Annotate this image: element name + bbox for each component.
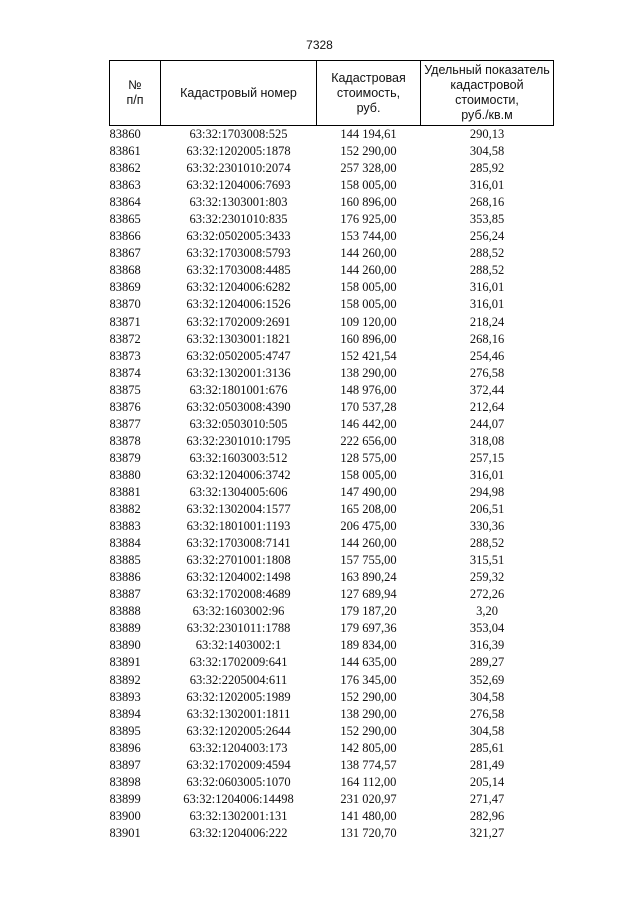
cadastral-number: 63:32:0503010:505 — [189, 416, 288, 431]
row-number: 83886 — [109, 570, 141, 585]
row-number: 83893 — [109, 689, 141, 704]
table-row — [110, 279, 554, 296]
table-row — [110, 450, 554, 467]
cadastral-value: 147 490,00 — [340, 485, 397, 499]
cadastral-value: 176 345,00 — [340, 672, 397, 687]
row-number: 83864 — [109, 195, 141, 210]
cadastral-number: 63:32:1204006:1526 — [186, 297, 291, 312]
row-number: 83872 — [109, 331, 141, 346]
specific-value: 256,24 — [469, 229, 505, 244]
row-number: 83885 — [109, 553, 141, 568]
cadastral-number: 63:32:1202005:1989 — [186, 689, 291, 704]
cadastral-value: 160 896,00 — [340, 195, 397, 210]
row-number: 83878 — [109, 433, 141, 448]
specific-value: 281,49 — [469, 757, 505, 772]
table-row — [110, 808, 554, 825]
cadastral-value: 144 194,61 — [340, 127, 397, 142]
specific-value: 288,52 — [469, 246, 505, 261]
specific-value: 330,36 — [469, 519, 505, 534]
row-number: 83863 — [109, 178, 141, 193]
cadastral-value: 257 328,00 — [340, 161, 397, 176]
row-number: 83900 — [109, 808, 141, 823]
row-number: 83860 — [109, 127, 141, 142]
header-line: стоимость, — [336, 85, 401, 100]
cadastral-number: 63:32:1204003:173 — [189, 740, 288, 755]
row-number: 83861 — [109, 144, 141, 159]
cadastral-number: 63:32:1703008:5793 — [186, 246, 291, 261]
cadastral-value: 127 689,94 — [340, 587, 397, 602]
table-row — [110, 518, 554, 535]
cadastral-value: 231 020,97 — [340, 791, 397, 806]
cadastral-number: 63:32:1302001:131 — [189, 808, 288, 823]
specific-value: 316,01 — [469, 297, 505, 312]
header-line: стоимости, — [455, 93, 519, 107]
header-specific-value — [421, 61, 554, 126]
specific-value: 205,14 — [469, 774, 505, 789]
cadastral-value: 179 187,20 — [340, 604, 397, 619]
specific-value: 353,04 — [469, 621, 505, 636]
table-row — [110, 723, 554, 740]
cadastral-number: 63:32:1304005:606 — [189, 485, 288, 499]
specific-value: 254,46 — [469, 348, 505, 363]
table-row — [110, 262, 554, 279]
table-row — [110, 603, 554, 620]
cadastral-number: 63:32:1202005:2644 — [186, 723, 291, 738]
header-num — [110, 61, 161, 126]
cadastral-number: 63:32:1403002:1 — [195, 638, 282, 653]
row-number: 83867 — [109, 246, 141, 261]
table-row — [110, 348, 554, 365]
row-number: 83866 — [109, 229, 141, 244]
cadastral-number: 63:32:1603002:96 — [192, 604, 285, 619]
row-number: 83896 — [109, 740, 141, 755]
cadastral-number: 63:32:1303001:1821 — [186, 331, 291, 346]
row-number: 83877 — [109, 416, 141, 431]
cadastral-value: 128 575,00 — [340, 450, 397, 465]
cadastral-value: 141 480,00 — [340, 808, 397, 823]
cadastral-number: 63:32:1603003:512 — [189, 450, 288, 465]
specific-value: 259,32 — [469, 570, 505, 585]
table-row — [110, 825, 554, 842]
table-row — [110, 126, 554, 144]
cadastral-value: 152 421,54 — [340, 348, 397, 363]
cadastral-value: 179 697,36 — [340, 621, 397, 636]
cadastral-value: 152 290,00 — [340, 723, 397, 738]
table-row — [110, 365, 554, 382]
table-row — [110, 552, 554, 569]
specific-value: 315,51 — [469, 553, 505, 568]
cadastral-value: 165 208,00 — [340, 502, 397, 517]
cadastral-number: 63:32:2701001:1808 — [186, 553, 291, 568]
cadastral-value: 109 120,00 — [340, 314, 397, 329]
cadastral-number: 63:32:2301010:1795 — [186, 433, 291, 448]
table-row — [110, 228, 554, 245]
specific-value: 316,01 — [469, 467, 505, 482]
cadastral-number: 63:32:2301010:2074 — [186, 161, 291, 176]
specific-value: 285,92 — [469, 161, 505, 176]
specific-value: 244,07 — [469, 416, 505, 431]
header-cadastral-number — [161, 61, 317, 126]
cadastral-value: 158 005,00 — [340, 178, 397, 193]
header-row — [110, 61, 554, 126]
specific-value: 289,27 — [469, 655, 505, 670]
specific-value: 352,69 — [469, 672, 505, 687]
specific-value: 316,39 — [469, 638, 505, 653]
row-number: 83898 — [109, 774, 141, 789]
cadastral-value: 164 112,00 — [340, 774, 397, 789]
cadastral-value: 131 720,70 — [340, 825, 397, 840]
table-row — [110, 194, 554, 211]
row-number: 83880 — [109, 467, 141, 482]
cadastral-number: 63:32:2301011:1788 — [186, 621, 291, 636]
specific-value: 272,26 — [469, 587, 505, 602]
cadastral-value: 160 896,00 — [340, 331, 397, 346]
table-row — [110, 535, 554, 552]
row-number: 83897 — [109, 757, 141, 772]
specific-value: 288,52 — [469, 263, 505, 278]
cadastral-value: 138 774,57 — [340, 757, 397, 772]
specific-value: 276,58 — [469, 706, 505, 721]
row-number: 83884 — [109, 536, 141, 551]
row-number: 83899 — [109, 791, 141, 806]
specific-value: 353,85 — [469, 212, 505, 227]
table-row — [110, 314, 554, 331]
header-cadastral-value — [317, 61, 421, 126]
row-number: 83881 — [109, 485, 141, 499]
row-number: 83876 — [109, 399, 141, 414]
table-row — [110, 382, 554, 399]
table-row — [110, 433, 554, 450]
row-number: 83870 — [109, 297, 141, 312]
row-number: 83868 — [109, 263, 141, 278]
specific-value: 218,24 — [469, 314, 505, 329]
cadastral-number: 63:32:1703008:7141 — [186, 536, 291, 551]
table-row — [110, 620, 554, 637]
specific-value: 3,20 — [476, 604, 498, 619]
cadastral-number: 63:32:2301010:835 — [189, 212, 288, 227]
row-number: 83875 — [109, 382, 141, 397]
table-row — [110, 467, 554, 484]
table-row — [110, 296, 554, 313]
table-row — [110, 143, 554, 160]
cadastral-number: 63:32:1303001:803 — [189, 195, 288, 210]
specific-value: 288,52 — [469, 536, 505, 551]
cadastral-table — [109, 60, 554, 842]
header-line: Удельный показатель — [424, 63, 550, 77]
table-header — [110, 61, 554, 126]
table-row — [110, 791, 554, 808]
row-number: 83891 — [109, 655, 141, 670]
row-number: 83894 — [109, 706, 141, 721]
cadastral-value: 148 976,00 — [340, 382, 397, 397]
cadastral-number: 63:32:1204006:222 — [189, 825, 288, 840]
table-row — [110, 245, 554, 262]
specific-value: 257,15 — [469, 450, 505, 465]
cadastral-number: 63:32:1202005:1878 — [186, 144, 291, 159]
cadastral-number: 63:32:1801001:676 — [189, 382, 288, 397]
table-row — [110, 399, 554, 416]
cadastral-number: 63:32:1703008:4485 — [186, 263, 291, 278]
specific-value: 304,58 — [469, 689, 505, 704]
cadastral-number: 63:32:1702008:4689 — [186, 587, 291, 602]
cadastral-value: 206 475,00 — [340, 519, 397, 534]
cadastral-value: 138 290,00 — [340, 365, 397, 380]
specific-value: 212,64 — [469, 399, 505, 414]
cadastral-number: 63:32:0503008:4390 — [186, 399, 291, 414]
specific-value: 321,27 — [469, 825, 505, 840]
row-number: 83873 — [109, 348, 141, 363]
cadastral-number: 63:32:1204002:1498 — [186, 570, 291, 585]
cadastral-number: 63:32:1204006:7693 — [186, 178, 291, 193]
row-number: 83869 — [109, 280, 141, 295]
cadastral-number: 63:32:1302001:3136 — [186, 365, 291, 380]
cadastral-number: 63:32:1702009:2691 — [186, 314, 291, 329]
row-number: 83862 — [109, 161, 141, 176]
cadastral-value: 158 005,00 — [340, 297, 397, 312]
row-number: 83874 — [109, 365, 141, 380]
row-number: 83887 — [109, 587, 141, 602]
cadastral-number: 63:32:1801001:1193 — [186, 519, 291, 534]
cadastral-number: 63:32:1302004:1577 — [186, 502, 291, 517]
row-number: 83882 — [109, 502, 141, 517]
cadastral-value: 144 635,00 — [340, 655, 397, 670]
table-row — [110, 672, 554, 689]
table-row — [110, 706, 554, 723]
table-row — [110, 689, 554, 706]
cadastral-number: 63:32:1204006:3742 — [186, 467, 291, 482]
cadastral-value: 222 656,00 — [340, 433, 397, 448]
header-line: Кадастровая — [331, 70, 406, 85]
table-row — [110, 331, 554, 348]
specific-value: 271,47 — [469, 791, 505, 806]
header-line: кадастровой — [450, 78, 524, 92]
row-number: 83892 — [109, 672, 141, 687]
row-number: 83890 — [109, 638, 141, 653]
cadastral-value: 176 925,00 — [340, 212, 397, 227]
cadastral-value: 163 890,24 — [340, 570, 397, 585]
table-row — [110, 654, 554, 671]
cadastral-number: 63:32:1204006:14498 — [183, 791, 294, 806]
specific-value: 282,96 — [469, 808, 505, 823]
cadastral-value: 144 260,00 — [340, 536, 397, 551]
specific-value: 318,08 — [469, 433, 505, 448]
cadastral-number: 63:32:1302001:1811 — [186, 706, 291, 721]
row-number: 83895 — [109, 723, 141, 738]
header-line: № — [128, 78, 142, 92]
cadastral-value: 158 005,00 — [340, 280, 397, 295]
table-row — [110, 211, 554, 228]
cadastral-number: 63:32:1702009:641 — [189, 655, 288, 670]
header-line: п/п — [126, 93, 144, 107]
specific-value: 294,98 — [469, 485, 505, 499]
table-row — [110, 586, 554, 603]
table-row — [110, 160, 554, 177]
row-number: 83871 — [109, 314, 141, 329]
cadastral-number: 63:32:0603005:1070 — [186, 774, 291, 789]
row-number: 83889 — [109, 621, 141, 636]
cadastral-number: 63:32:0502005:4747 — [186, 348, 291, 363]
table-row — [110, 637, 554, 654]
specific-value: 268,16 — [469, 195, 505, 210]
specific-value: 285,61 — [469, 740, 505, 755]
table-row — [110, 416, 554, 433]
row-number: 83888 — [109, 604, 141, 619]
cadastral-value: 189 834,00 — [340, 638, 397, 653]
page-number: 7328 — [306, 38, 333, 52]
cadastral-value: 152 290,00 — [340, 144, 397, 159]
cadastral-value: 144 260,00 — [340, 263, 397, 278]
specific-value: 276,58 — [469, 365, 505, 380]
table-row — [110, 484, 554, 501]
cadastral-value: 152 290,00 — [340, 689, 397, 704]
row-number: 83865 — [109, 212, 141, 227]
cadastral-value: 170 537,28 — [340, 399, 397, 414]
table-row — [110, 569, 554, 586]
table-row — [110, 501, 554, 518]
table-row — [110, 177, 554, 194]
specific-value: 316,01 — [469, 280, 505, 295]
specific-value: 372,44 — [469, 382, 505, 397]
header-line: Кадастровый номер — [180, 85, 297, 100]
row-number: 83883 — [109, 519, 141, 534]
specific-value: 316,01 — [469, 178, 505, 193]
specific-value: 290,13 — [469, 127, 505, 142]
cadastral-value: 146 442,00 — [340, 416, 397, 431]
row-number: 83901 — [109, 825, 141, 840]
specific-value: 304,58 — [469, 723, 505, 738]
cadastral-number: 63:32:1702009:4594 — [186, 757, 291, 772]
header-line: руб. — [356, 100, 381, 115]
cadastral-number: 63:32:1703008:525 — [189, 127, 288, 142]
header-line: руб./кв.м — [461, 108, 513, 122]
specific-value: 304,58 — [469, 144, 505, 159]
cadastral-number: 63:32:0502005:3433 — [186, 229, 291, 244]
cadastral-number: 63:32:1204006:6282 — [186, 280, 291, 295]
cadastral-value: 138 290,00 — [340, 706, 397, 721]
cadastral-value: 158 005,00 — [340, 467, 397, 482]
specific-value: 268,16 — [469, 331, 505, 346]
cadastral-number: 63:32:2205004:611 — [189, 672, 288, 687]
table-row — [110, 774, 554, 791]
row-number: 83879 — [109, 450, 141, 465]
specific-value: 206,51 — [469, 502, 505, 517]
cadastral-value: 142 805,00 — [340, 740, 397, 755]
cadastral-value: 153 744,00 — [340, 229, 397, 244]
table-row — [110, 757, 554, 774]
cadastral-value: 144 260,00 — [340, 246, 397, 261]
table-body — [110, 126, 554, 842]
table-row — [110, 740, 554, 757]
cadastral-value: 157 755,00 — [340, 553, 397, 568]
